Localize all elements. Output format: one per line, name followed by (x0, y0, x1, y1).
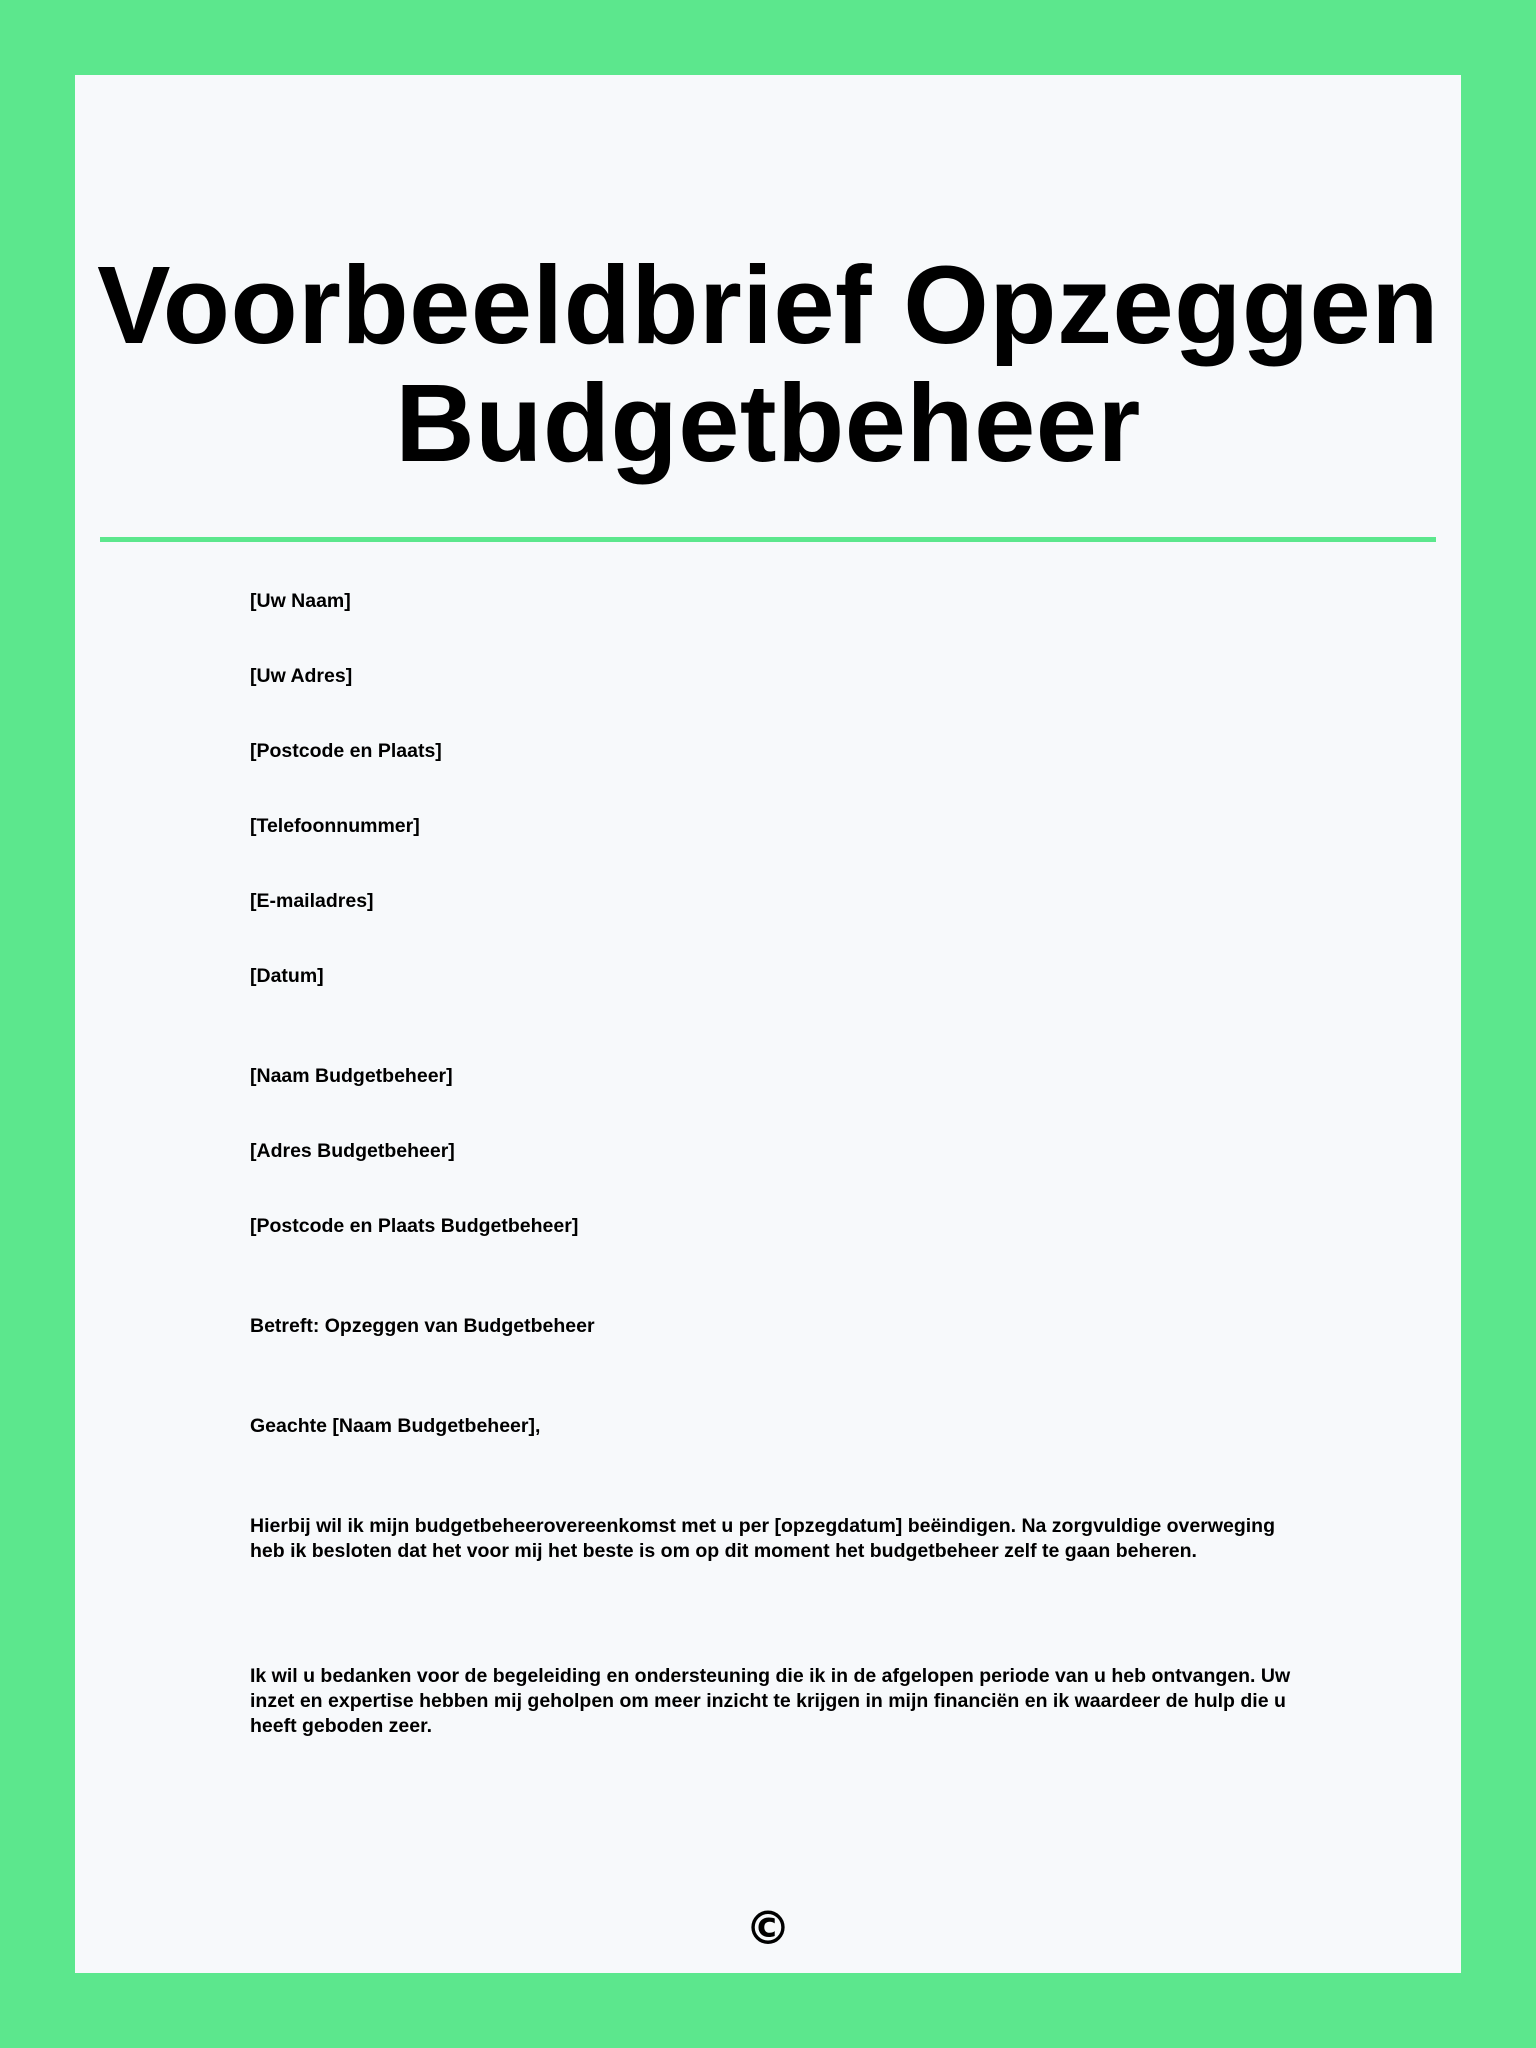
sender-phone: [Telefoonnummer] (250, 815, 420, 837)
sender-email: [E-mailadres] (250, 890, 374, 912)
sender-postal-city: [Postcode en Plaats] (250, 740, 442, 762)
title-divider (100, 537, 1436, 542)
body-paragraph: Hierbij wil ik mijn budgetbeheerovereenkomst met u per [opzegdatum] beëindigen. Na zorgvuldige overweging heb ik besloten dat het voor mij het beste is om op dit moment het budgetbeheer zelf te gaan beheren. (250, 1515, 1275, 1562)
subject-line: Betreft: Opzeggen van Budgetbeheer (250, 1315, 595, 1337)
recipient-address: [Adres Budgetbeheer] (250, 1140, 455, 1162)
copyright-symbol: © (745, 1901, 791, 1955)
sender-address: [Uw Adres] (250, 665, 353, 687)
sender-name: [Uw Naam] (250, 590, 351, 612)
salutation: Geachte [Naam Budgetbeheer], (250, 1415, 541, 1437)
letter-date: [Datum] (250, 965, 324, 987)
recipient-postal-city: [Postcode en Plaats Budgetbeheer] (250, 1215, 579, 1237)
letter-page (75, 75, 1461, 1973)
recipient-name: [Naam Budgetbeheer] (250, 1065, 453, 1087)
body-paragraph: Ik wil u bedanken voor de begeleiding en ondersteuning die ik in de afgelopen periode van u heb ontvangen. Uw inzet en expertise hebben mij geholpen om meer inzicht te krijgen in mijn financiën en ik waardeer de hulp die u heeft geboden zeer. (250, 1665, 1291, 1737)
page-title: Voorbeeldbrief Opzeggen Budgetbeheer (97, 244, 1439, 485)
